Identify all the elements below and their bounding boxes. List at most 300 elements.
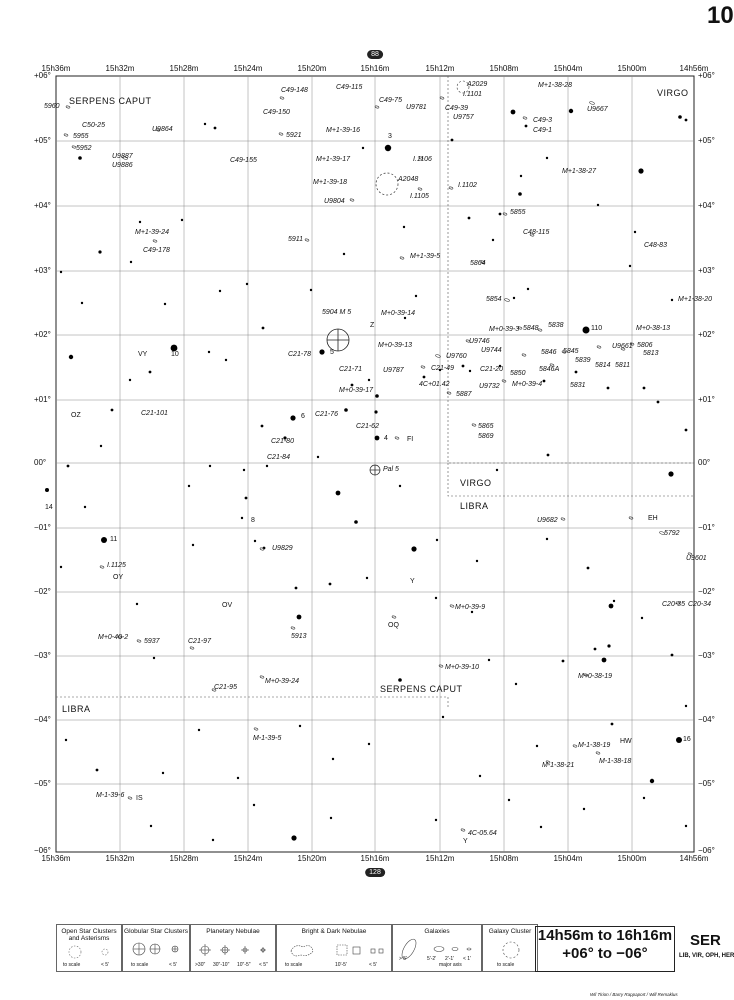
star-mark (330, 817, 332, 819)
dec-label-right: +03° (698, 266, 715, 275)
star-mark (139, 221, 141, 223)
object-label-s855[interactable]: 5855 (510, 209, 526, 216)
star-mark (310, 289, 312, 291)
star-mark (671, 654, 674, 657)
star-mark (423, 376, 426, 379)
object-label-c49150[interactable]: C49-150 (263, 109, 290, 116)
object-label-m03913[interactable]: M+0-39-13 (378, 342, 413, 349)
object-label-u9804[interactable]: U9804 (324, 198, 345, 205)
star-mark (181, 219, 183, 221)
star-mark (204, 123, 206, 125)
object-label-s846[interactable]: 5846 (541, 349, 557, 356)
star-mark (435, 819, 437, 821)
galaxy-mark (305, 238, 309, 241)
star-mark (317, 456, 319, 458)
star-mark (597, 204, 599, 206)
object-label-m1395[interactable]: M+1-39-5 (410, 253, 441, 260)
object-label-c2197[interactable]: C21-97 (188, 638, 211, 645)
star-mark (366, 577, 368, 579)
star-name-eh[interactable]: EH (648, 515, 658, 522)
object-label-s839[interactable]: 5839 (575, 357, 591, 364)
object-label-m03914[interactable]: M+0-39-14 (381, 310, 416, 317)
object-label-s911[interactable]: 5911 (288, 236, 304, 243)
galaxy-mark (449, 186, 453, 189)
object-label-s831[interactable]: 5831 (570, 382, 586, 389)
star-mark (98, 250, 101, 253)
object-label-u9757[interactable]: U9757 (453, 114, 474, 121)
object-label-m13827[interactable]: M+1-38-27 (562, 168, 597, 175)
star-mark (513, 297, 515, 299)
star-mark (492, 239, 494, 241)
galaxy-cluster-legend-icon (501, 940, 521, 960)
star-mark (297, 615, 302, 620)
star-name-y1[interactable]: Y (410, 578, 415, 585)
galaxy-mark (503, 212, 507, 215)
star-mark (436, 539, 438, 541)
object-label-c4883[interactable]: C48-83 (644, 242, 667, 249)
object-label-m13818[interactable]: M-1-38-18 (599, 758, 632, 765)
object-label-s848[interactable]: 5848 (523, 325, 539, 332)
object-label-c2195[interactable]: C21-95 (214, 684, 237, 691)
star-mark (245, 497, 248, 500)
object-label-c49178[interactable]: C49-178 (143, 247, 170, 254)
object-label-c2176[interactable]: C21-76 (315, 411, 338, 418)
star-mark (399, 485, 401, 487)
ra-label-top: 15h32m (105, 64, 135, 73)
star-mark (246, 283, 248, 285)
object-label-u9887[interactable]: U9887 (112, 153, 133, 160)
object-label-u9661[interactable]: U9661 (612, 343, 633, 350)
star-mark (60, 271, 62, 273)
object-label-i1125[interactable]: I.1125 (107, 562, 126, 569)
star-mark (442, 716, 444, 718)
star-name-n10[interactable]: 10 (171, 351, 179, 358)
dec-label-left: +05° (34, 136, 51, 145)
dec-label-right: 00° (698, 458, 711, 467)
object-label-c491[interactable]: C49-1 (533, 127, 553, 134)
object-label-m5[interactable]: 5904 M 5 (322, 309, 352, 316)
star-mark (671, 299, 673, 301)
object-label-c2162[interactable]: C21-62 (356, 423, 379, 430)
object-label-m11316[interactable]: M+1-39-16 (326, 127, 361, 134)
star-mark (192, 544, 194, 546)
constellation-virgo-top: VIRGO (657, 88, 689, 98)
star-mark (130, 261, 132, 263)
star-mark (295, 587, 298, 590)
star-name-n16[interactable]: 16 (683, 736, 691, 743)
star-mark (508, 799, 510, 801)
ra-label-bottom: 15h16m (360, 854, 390, 863)
star-mark (212, 839, 214, 841)
star-mark (375, 394, 379, 398)
a2048-galaxy-cluster-icon[interactable] (376, 173, 398, 195)
star-mark (476, 560, 478, 562)
galaxy-mark (597, 345, 601, 348)
object-label-m1396[interactable]: M-1-39-6 (96, 792, 125, 799)
star-mark (629, 265, 631, 267)
star-mark (243, 469, 245, 471)
object-label-u9732[interactable]: U9732 (479, 383, 500, 390)
galaxy-mark (64, 133, 68, 136)
bottom-page-tab[interactable]: 128 (365, 868, 385, 877)
object-label-s838[interactable]: 5838 (548, 322, 564, 329)
dec-label-left: +06° (34, 71, 51, 80)
star-name-oq[interactable]: OQ (388, 622, 399, 629)
object-label-c49115[interactable]: C49-115 (336, 84, 363, 91)
star-name-oy[interactable]: OY (113, 574, 124, 581)
object-label-m13819[interactable]: M-1-38-19 (578, 742, 611, 749)
star-mark (602, 658, 607, 663)
dec-label-left: +04° (34, 201, 51, 210)
planetary-legend-icon (197, 943, 273, 957)
star-mark (607, 387, 610, 390)
star-mark (374, 410, 377, 413)
credit: Wil Tirion / Barry Rappaport / Will Remaklus (590, 992, 678, 997)
star-mark (575, 371, 578, 374)
star-mark (583, 327, 590, 334)
object-label-s960[interactable]: 5960 (44, 103, 60, 110)
galaxies[interactable] (64, 96, 692, 831)
object-label-c48115[interactable]: C48-115 (523, 229, 550, 236)
object-label-c2149[interactable]: C21-49 (431, 365, 454, 372)
star-mark (676, 737, 682, 743)
star-mark (208, 351, 210, 353)
stars (45, 109, 687, 841)
star-name-n5[interactable]: 5 (330, 349, 334, 356)
star-mark (111, 409, 114, 412)
object-label-s865[interactable]: 5865 (478, 423, 494, 430)
ra-label-bottom: 15h04m (553, 854, 583, 863)
galaxy-mark (100, 565, 104, 568)
object-label-c4939[interactable]: C49-39 (445, 105, 468, 112)
ra-label-bottom: 15h32m (105, 854, 135, 863)
star-name-n3[interactable]: 3 (388, 133, 392, 140)
object-label-s846a[interactable]: 5846A (539, 366, 560, 373)
star-mark (611, 723, 614, 726)
star-mark (67, 465, 70, 468)
object-label-u9744[interactable]: U9744 (481, 347, 502, 354)
star-mark (641, 617, 643, 619)
object-label-pal5[interactable]: Pal 5 (383, 466, 399, 473)
star-name-hw[interactable]: HW (620, 738, 632, 745)
object-label-s937[interactable]: 5937 (144, 638, 160, 645)
star-mark (471, 611, 473, 613)
star-mark (164, 303, 166, 305)
star-mark (587, 567, 590, 570)
star-mark (129, 379, 131, 381)
ra-label-top: 15h20m (297, 64, 327, 73)
star-name-fi[interactable]: FI (407, 436, 414, 443)
star-mark (643, 797, 645, 799)
object-label-u9601[interactable]: U9601 (686, 555, 707, 562)
object-label-u9781[interactable]: U9781 (406, 104, 427, 111)
object-label-m0393[interactable]: M+0-39-3 (489, 326, 520, 333)
object-label-m13820[interactable]: M+1-38-20 (678, 296, 713, 303)
object-label-a2048[interactable]: A2048 (398, 176, 419, 183)
object-label-c2180[interactable]: C21-80 (271, 438, 294, 445)
object-label-s792[interactable]: 5792 (664, 530, 680, 537)
ra-label-top: 15h08m (489, 64, 519, 73)
star-mark (547, 454, 550, 457)
object-label-m13828[interactable]: M+1-38-28 (538, 82, 573, 89)
legend-galaxies: Galaxies > 5' 5'-2' 2'-1' < 1' major axis (392, 924, 482, 972)
galaxy-mark (395, 436, 399, 439)
object-label-m13821[interactable]: M-1-38-21 (542, 762, 575, 769)
star-mark (525, 125, 528, 128)
ra-label-top: 14h56m (679, 64, 709, 73)
object-label-c2184[interactable]: C21-84 (267, 454, 290, 461)
object-label-c2034[interactable]: C20-34 (688, 601, 711, 608)
object-label-m0402[interactable]: M+0-40-2 (98, 634, 129, 641)
object-label-i1101[interactable]: I.1101 (463, 91, 482, 98)
legend-planetary: Planetary Nebulae >30" 30"-10" 10"-5" < 5" (190, 924, 276, 972)
object-label-s854[interactable]: 5854 (486, 296, 502, 303)
galaxy-mark (450, 604, 454, 607)
ra-label-bottom: 15h08m (489, 854, 519, 863)
object-label-m0394[interactable]: M+0-39-4 (512, 381, 543, 388)
range-dec: +06° to −06° (562, 945, 648, 962)
object-label-c49155[interactable]: C49-155 (230, 157, 257, 164)
ra-label-top: 15h28m (169, 64, 199, 73)
object-label-u9829[interactable]: U9829 (272, 545, 293, 552)
star-mark (241, 517, 243, 519)
star-mark (496, 469, 498, 471)
object-label-i1106[interactable]: I.1106 (413, 156, 432, 163)
star-mark (101, 537, 107, 543)
object-label-s806[interactable]: 5806 (637, 342, 653, 349)
star-mark (462, 365, 465, 368)
object-label-u9746[interactable]: U9746 (469, 338, 490, 345)
object-label-c2178[interactable]: C21-78 (288, 351, 311, 358)
dec-label-right: −04° (698, 715, 715, 724)
star-mark (351, 384, 354, 387)
legend-galaxy-cluster: Galaxy Cluster to scale (482, 924, 538, 972)
star-mark (609, 604, 614, 609)
object-label-s813[interactable]: 5813 (643, 350, 659, 357)
object-label-s955[interactable]: 5955 (73, 133, 89, 140)
object-label-u9886[interactable]: U9886 (112, 162, 133, 169)
galaxy-mark (522, 353, 526, 356)
object-label-u9760[interactable]: U9760 (446, 353, 467, 360)
object-label-s850[interactable]: 5850 (510, 370, 526, 377)
star-mark (162, 772, 164, 774)
object-label-c5025[interactable]: C50-25 (82, 122, 105, 129)
star-name-ov[interactable]: OV (222, 602, 233, 609)
galaxy-mark (137, 639, 141, 642)
star-name-n8[interactable]: 8 (251, 517, 255, 524)
star-name-n14[interactable]: 14 (45, 504, 53, 511)
star-mark (569, 109, 573, 113)
dec-label-left: +02° (34, 330, 51, 339)
ra-label-bottom: 15h20m (297, 854, 327, 863)
star-mark (488, 659, 490, 661)
object-label-m13924[interactable]: M+1-39-24 (135, 229, 170, 236)
star-mark (299, 725, 301, 727)
star-mark (290, 415, 295, 420)
globular-legend-icon (131, 941, 185, 957)
object-label-m03917[interactable]: M+0-39-17 (339, 387, 374, 394)
star-mark (685, 429, 688, 432)
object-label-c493[interactable]: C49-3 (533, 117, 553, 124)
object-label-s921[interactable]: 5921 (286, 132, 302, 139)
galaxy-mark (523, 116, 527, 119)
star-mark (149, 371, 152, 374)
dec-label-right: +06° (698, 71, 715, 80)
star-name-vy[interactable]: VY (138, 351, 148, 358)
object-label-m03924[interactable]: M+0-39-24 (265, 678, 300, 685)
galaxy-mark (421, 365, 425, 368)
galaxy-mark (440, 96, 444, 99)
object-label-s814[interactable]: 5814 (595, 362, 611, 369)
object-label-m11318[interactable]: M+1-39-18 (313, 179, 348, 186)
object-label-m1395b[interactable]: M-1-39-5 (253, 735, 282, 742)
object-label-m03813[interactable]: M+0-38-13 (636, 325, 671, 332)
star-mark (468, 217, 471, 220)
star-name-oz[interactable]: OZ (71, 412, 81, 419)
galaxy-mark (447, 391, 451, 394)
galaxy-mark (392, 615, 396, 618)
object-label-s913[interactable]: 5913 (291, 633, 307, 640)
object-label-m03910[interactable]: M+0-39-10 (445, 664, 480, 671)
star-name-is[interactable]: IS (136, 795, 143, 802)
star-mark (411, 546, 416, 551)
ra-label-top: 15h00m (617, 64, 647, 73)
star-mark (343, 253, 345, 255)
star-mark (354, 520, 358, 524)
star-mark (150, 825, 152, 827)
object-label-u9864[interactable]: U9864 (152, 126, 173, 133)
star-mark (84, 506, 86, 508)
object-label-m03819[interactable]: M+0-38-19 (578, 673, 613, 680)
object-label-s869[interactable]: 5869 (478, 433, 494, 440)
star-name-n11[interactable]: 11 (110, 536, 118, 543)
star-mark (499, 213, 502, 216)
star-mark (527, 288, 529, 290)
constellation-virgo-mid: VIRGO (460, 478, 492, 488)
object-label-s811[interactable]: 5811 (615, 362, 631, 369)
star-name-z[interactable]: Z (370, 322, 375, 329)
star-mark (536, 745, 538, 747)
object-label-c4975[interactable]: C49-75 (379, 97, 402, 104)
dec-label-right: −05° (698, 779, 715, 788)
object-label-s952[interactable]: 5952 (76, 145, 92, 152)
object-label-c21101[interactable]: C21-101 (141, 410, 168, 417)
object-label-i1105[interactable]: I.1105 (410, 193, 429, 200)
legend-nebulae: Bright & Dark Nebulae to scale 10'-5' < 5' (276, 924, 392, 972)
galaxy-mark (260, 675, 264, 678)
star-mark (511, 110, 516, 115)
object-label-m11317[interactable]: M+1-39-17 (316, 156, 351, 163)
star-mark (685, 825, 687, 827)
constellation-serpens-caput-top: SERPENS CAPUT (69, 96, 152, 106)
star-mark (362, 147, 364, 149)
star-mark (543, 380, 546, 383)
constellation-serpens-caput-bottom: SERPENS CAPUT (380, 684, 463, 694)
pal5-globular-cluster-icon[interactable] (370, 465, 380, 475)
object-label-a2029[interactable]: A2029 (467, 81, 488, 88)
object-label-s864[interactable]: 5864 (470, 260, 486, 267)
dec-label-left: −01° (34, 523, 51, 532)
dec-label-right: −02° (698, 587, 715, 596)
dec-label-left: 00° (34, 458, 47, 467)
star-mark (198, 729, 200, 731)
dec-label-right: +04° (698, 201, 715, 210)
dec-label-right: −01° (698, 523, 715, 532)
ra-label-bottom: 15h12m (425, 854, 455, 863)
object-label-s887[interactable]: 5887 (456, 391, 472, 398)
object-label-c4c0142[interactable]: 4C+01.42 (419, 381, 450, 388)
dec-label-right: +01° (698, 395, 715, 404)
object-label-i1102[interactable]: I.1102 (458, 182, 477, 189)
galaxy-mark (254, 727, 258, 730)
star-mark (668, 471, 673, 476)
top-page-tab[interactable]: 88 (367, 50, 383, 59)
dec-label-right: +05° (698, 136, 715, 145)
star-name-y2[interactable]: Y (463, 838, 468, 845)
star-mark (546, 157, 548, 159)
star-mark (479, 775, 481, 777)
object-label-m0399[interactable]: M+0-39-9 (455, 604, 486, 611)
star-mark (398, 678, 402, 682)
object-label-u9667[interactable]: U9667 (587, 106, 608, 113)
star-mark (332, 758, 334, 760)
galaxy-mark (589, 101, 595, 105)
galaxy-mark (504, 298, 510, 302)
galaxy-mark (418, 187, 422, 190)
star-mark (657, 401, 660, 404)
ra-label-top: 15h36m (41, 64, 71, 73)
star-mark (415, 295, 417, 297)
star-mark (136, 603, 138, 605)
object-label-c2120[interactable]: C21-20 (480, 366, 503, 373)
object-label-c49148[interactable]: C49-148 (281, 87, 308, 94)
star-mark (678, 115, 682, 119)
galaxy-mark (472, 423, 476, 426)
star-mark (291, 835, 296, 840)
star-mark (60, 566, 62, 568)
star-mark (385, 145, 391, 151)
object-label-c40564[interactable]: 4C-05.64 (468, 830, 497, 837)
galaxy-mark (190, 646, 194, 649)
dec-label-left: −05° (34, 779, 51, 788)
object-label-u9682[interactable]: U9682 (537, 517, 558, 524)
star-mark (96, 769, 99, 772)
star-mark (254, 540, 256, 542)
object-label-s845[interactable]: 5845 (563, 348, 579, 355)
dec-label-left: −06° (34, 846, 51, 855)
object-label-u9787[interactable]: U9787 (383, 367, 404, 374)
galaxy-mark (596, 751, 600, 754)
star-name-n4[interactable]: 4 (384, 435, 388, 442)
dec-label-right: −06° (698, 846, 715, 855)
galaxy-mark (153, 239, 157, 242)
dec-label-right: +02° (698, 330, 715, 339)
dec-label-left: +01° (34, 395, 51, 404)
star-mark (45, 488, 49, 492)
m5-globular-cluster-icon[interactable] (327, 329, 349, 351)
legend-open-clusters: Open Star Clusters and Asterisms to scale < 5' (56, 924, 122, 972)
ra-label-bottom: 15h24m (233, 854, 263, 863)
ra-label-top: 15h16m (360, 64, 390, 73)
star-mark (607, 644, 610, 647)
object-label-c2171[interactable]: C21-71 (339, 366, 362, 373)
ra-label-bottom: 15h36m (41, 854, 71, 863)
star-mark (225, 359, 227, 361)
ra-label-bottom: 15h00m (617, 854, 647, 863)
object-label-c2035[interactable]: C20-35 (662, 601, 685, 608)
star-name-n6[interactable]: 6 (301, 413, 305, 420)
star-name-n110[interactable]: 110 (591, 325, 603, 332)
